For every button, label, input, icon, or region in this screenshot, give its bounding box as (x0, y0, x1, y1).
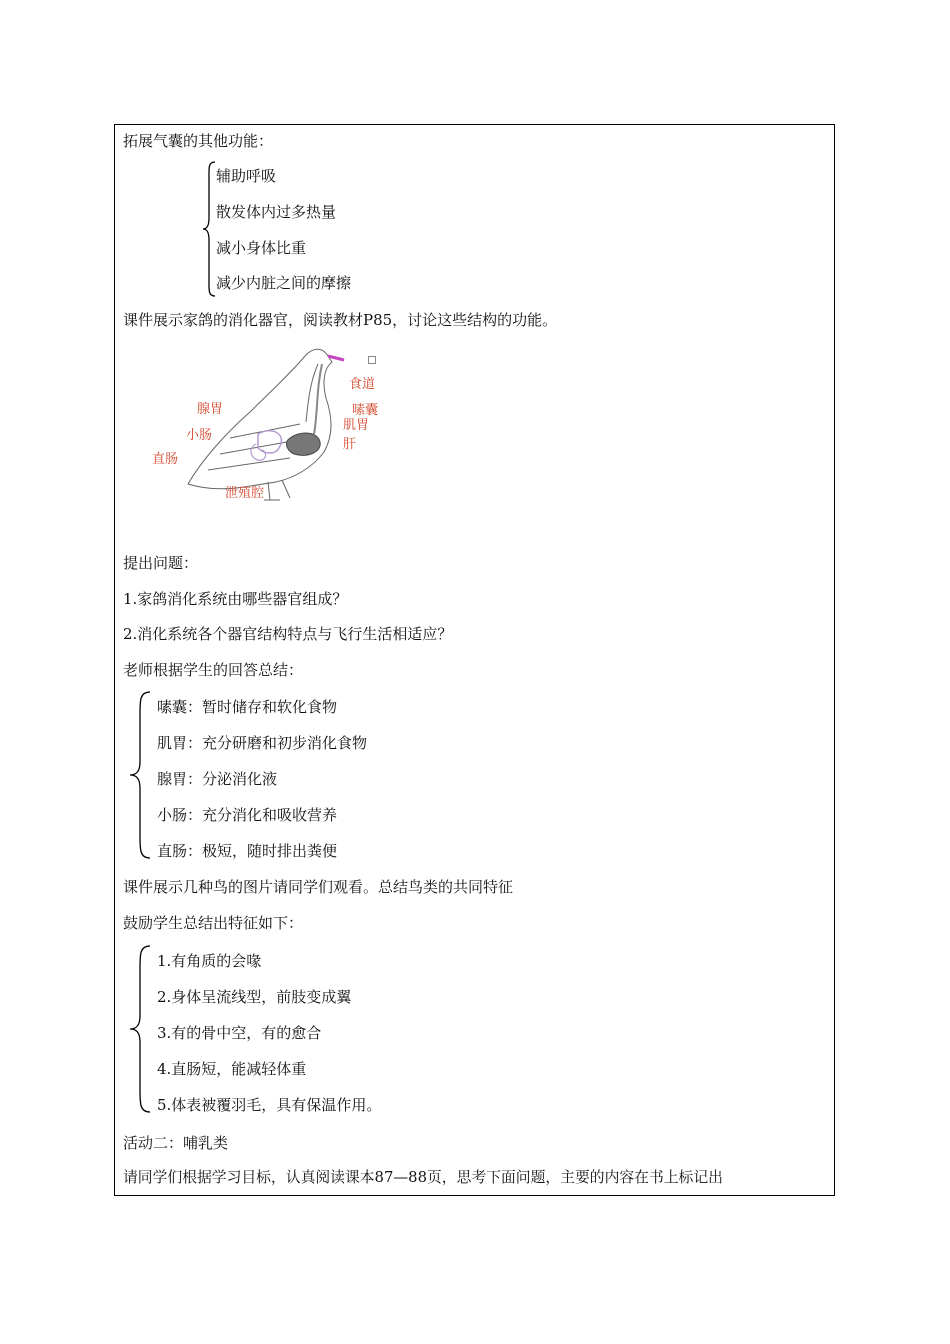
label-liver: 肝 (343, 437, 357, 452)
question-1: 1.家鸽消化系统由哪些器官组成？ (123, 590, 348, 608)
label-crop: 嗉囊 (352, 403, 379, 418)
summary-item: 直肠：极短，随时排出粪便 (157, 842, 338, 860)
summary-item: 嗉囊：暂时储存和软化食物 (157, 698, 338, 716)
digestive-intro: 课件展示家鸽的消化器官，阅读教材P85，讨论这些结构的功能。 (123, 311, 558, 329)
placeholder-square (368, 356, 376, 364)
summary-item: 小肠：充分消化和吸收营养 (157, 806, 338, 824)
label-rectum: 直肠 (152, 452, 179, 467)
air-sac-heading: 拓展气囊的其他功能： (123, 132, 274, 150)
air-sac-brace (202, 160, 216, 298)
label-cloaca: 泄殖腔 (225, 486, 265, 501)
summary-heading: 老师根据学生的回答总结： (123, 661, 304, 679)
questions-heading: 提出问题： (123, 554, 199, 572)
birds-intro: 课件展示几种鸟的图片请同学们观看。总结鸟类的共同特征 (123, 878, 514, 896)
air-sac-item: 散发体内过多热量 (216, 203, 337, 221)
bird-feature: 5.体表被覆羽毛，具有保温作用。 (157, 1096, 382, 1114)
label-gizzard: 肌胃 (343, 418, 370, 433)
air-sac-item: 减少内脏之间的摩擦 (216, 274, 352, 292)
bird-feature: 3.有的骨中空，有的愈合 (157, 1024, 322, 1042)
label-esophagus: 食道 (349, 377, 376, 392)
activity2-text: 请同学们根据学习目标，认真阅读课本87—88页，思考下面问题，主要的内容在书上标记出 (123, 1169, 723, 1186)
question-2: 2.消化系统各个器官结构特点与飞行生活相适应？ (123, 625, 453, 643)
activity2-title: 活动二：哺乳类 (123, 1134, 229, 1152)
air-sac-item: 减小身体比重 (216, 239, 307, 257)
bird-feature: 1.有角质的会喙 (157, 952, 262, 970)
summary-item: 肌胃：充分研磨和初步消化食物 (157, 734, 368, 752)
air-sac-item: 辅助呼吸 (216, 167, 277, 185)
bird-feature: 2.身体呈流线型，前肢变成翼 (157, 988, 352, 1006)
pigeon-digestive-diagram (140, 342, 400, 507)
birds-brace (128, 944, 152, 1114)
birds-heading: 鼓励学生总结出特征如下： (123, 914, 304, 932)
label-small-intestine: 小肠 (186, 428, 213, 443)
summary-item: 腺胃：分泌消化液 (157, 770, 278, 788)
label-proventriculus: 腺胃 (197, 402, 224, 417)
summary-brace (128, 690, 152, 860)
bird-feature: 4.直肠短，能减轻体重 (157, 1060, 307, 1078)
